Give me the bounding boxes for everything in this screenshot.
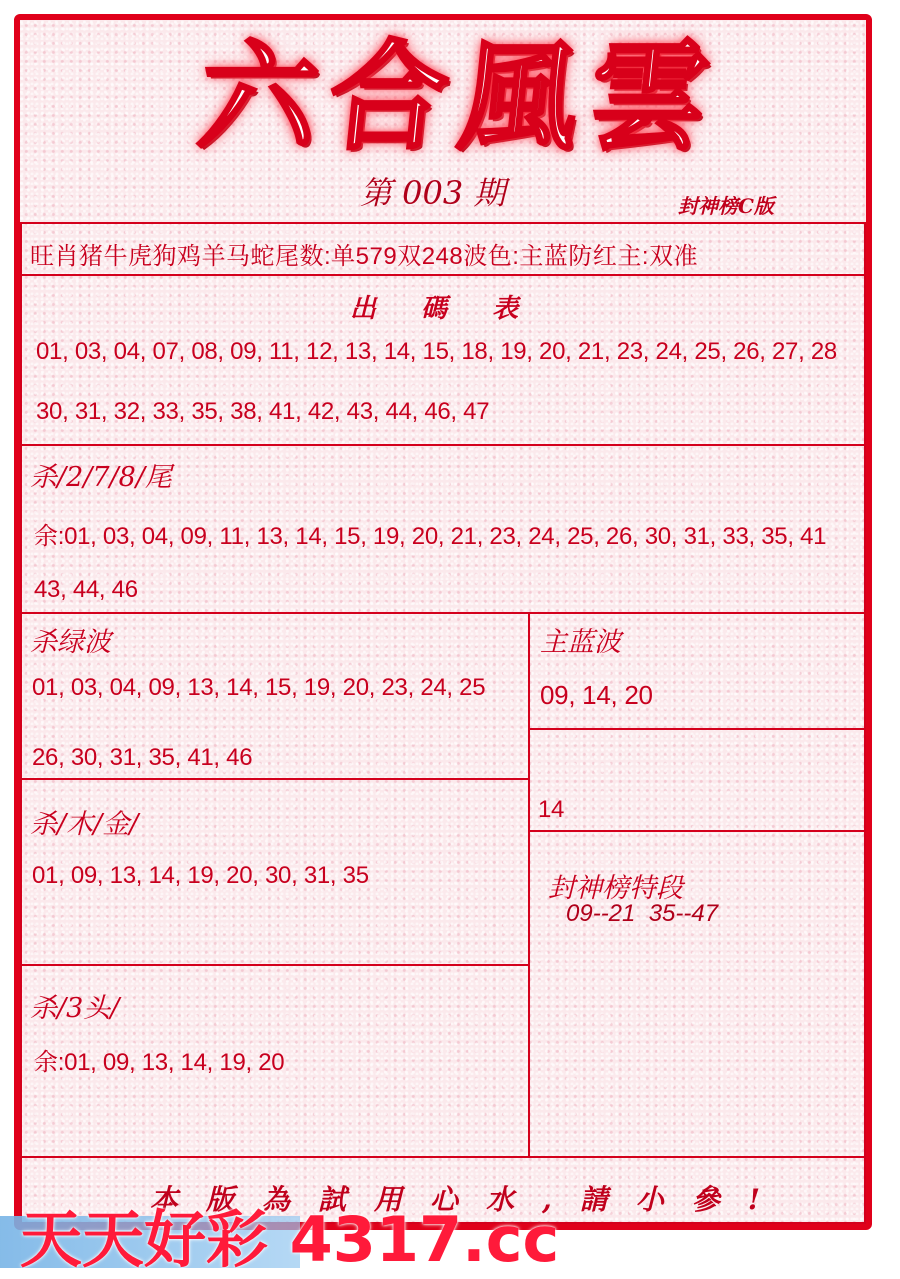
brand-label: 封神榜C版 [678,194,774,218]
kill-element-title: 杀/木/金/ [30,809,139,840]
main-blue-title: 主蓝波 [540,627,621,658]
footer-note: 本版為試用心水,請小參! [150,1183,789,1216]
draw-table-line-2: 30, 31, 32, 33, 35, 38, 41, 42, 43, 44, 46, 47 [36,398,490,425]
kill-green-line-1: 01, 03, 04, 09, 13, 14, 15, 19, 20, 23, 24, 25 [32,674,486,701]
draw-table-line-1: 01, 03, 04, 07, 08, 09, 11, 12, 13, 14, 15, 18, 19, 20, 21, 23, 24, 25, 26, 27, 28 [36,338,837,365]
kill-green-line-2: 26, 30, 31, 35, 41, 46 [32,744,253,771]
issue-number: 第 003 期 [360,174,506,212]
site-watermark: 天天好彩 4317.cc [20,1203,560,1276]
kill-element-numbers: 01, 09, 13, 14, 19, 20, 30, 31, 35 [32,862,369,889]
kill-head-numbers: 余:01, 09, 13, 14, 19, 20 [34,1049,285,1076]
special-segment-ranges: 09--21 35--47 [566,900,719,927]
draw-table-title: 出 碼 表 [350,294,537,324]
kill-green-title: 杀绿波 [30,627,111,658]
special-segment-title: 封神榜特段 [548,873,683,904]
single-number: 14 [538,796,565,823]
logo-title: 六合風雲 [192,27,728,166]
info-line: 旺肖猪牛虎狗鸡羊马蛇尾数:单579双248波色:主蓝防红主:双准 [30,243,699,270]
kill-tail-line-1: 余:01, 03, 04, 09, 11, 13, 14, 15, 19, 20, 21, 23, 24, 25, 26, 30, 31, 33, 35, 41 [34,523,827,550]
kill-head-title: 杀/3头/ [30,993,120,1024]
kill-tail-line-2: 43, 44, 46 [34,576,138,603]
main-blue-numbers: 09, 14, 20 [540,680,653,710]
kill-tail-title: 杀/2/7/8/尾 [30,462,172,493]
single-number-section [528,728,866,832]
